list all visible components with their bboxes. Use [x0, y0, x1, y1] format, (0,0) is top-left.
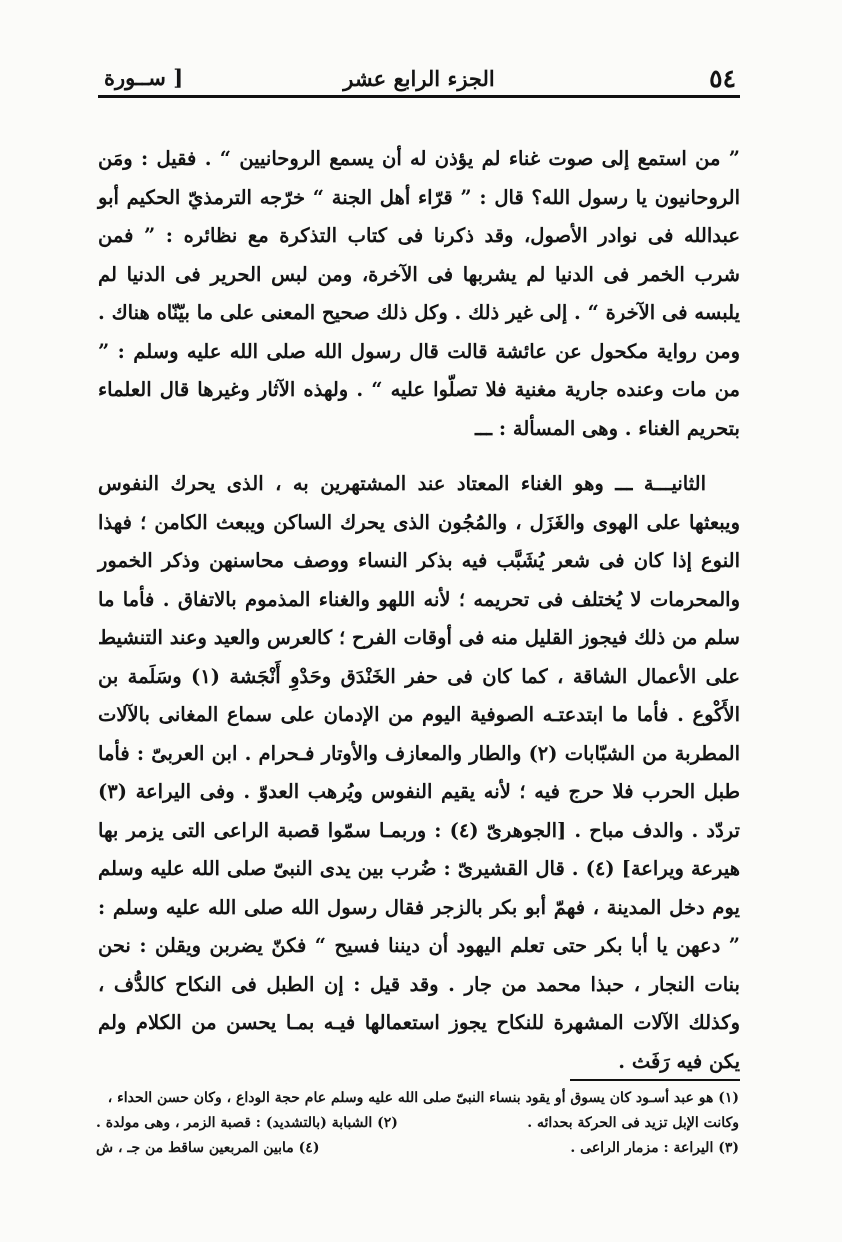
footnote-4: (٤) مابين المربعين ساقط من جـ ، ش: [96, 1140, 320, 1156]
footnote-1-line-2: وكانت الإبل تزيد فى الحركة بحدائه .: [527, 1115, 739, 1131]
footnote-1-line-1: (١) هو عبد أسـود كان يسوق أو يقود بنساء النبىّ صلى الله عليه وسلم عام حجة الوداع ، وكان حسن الحداء ،: [107, 1090, 739, 1106]
footnote-2: (٢) الشبابة (بالتشديد) : قصبة الزمر ، وهى مولدة .: [96, 1115, 398, 1131]
surah-label: [ ســورة: [104, 65, 184, 90]
main-text: [98, 140, 740, 1081]
header-divider: [98, 95, 740, 98]
page-number: ٥٤: [709, 64, 736, 93]
paragraph-1: ” من استمع إلى صوت غناء لم يؤذن له أن يسمع الروحانيين “ . فقيل : ومَن الروحانيون يا رسول الله؟ قال : ” قرّاء أهل الجنة “ خرّجه الترمذيّ الحكيم أبو عبدالله فى نوادر الأصول، وقد ذكرنا فى كتاب التذكرة مع نظائره : ” فمن شرب الخمر فى الدنيا لم يشربها فى الآخرة، ومن لبس الحرير فى الدنيا لم يلبسه فى الآخرة “ . إلى غير ذلك . وكل ذلك صحيح المعنى على ما بيّنّاه هناك . ومن رواية مكحول عن عائشة قالت قال رسول الله صلى الله عليه وسلم : ” من مات وعنده جارية مغنية فلا تصلّوا عليه “ . ولهذه الآثار وغيرها قال العلماء بتحريم الغناء . وهى المسألة : ـــ: [98, 147, 740, 440]
paragraph-2: الثانيـــة ـــ وهو الغناء المعتاد عند المشتهرين به ، الذى يحرك النفوس ويبعثها على الهوى والغَزَل ، والمُجُون الذى يحرك الساكن ويبعث الكامن ؛ فهذا النوع إذا كان فى شعر يُشَبَّب فيه بذكر النساء ووصف محاسنهن وذكر الخمور والمحرمات لا يُختلف فى تحريمه ؛ لأنه اللهو والغناء المذموم بالاتفاق . فأما ما سلم من ذلك فيجوز القليل منه فى أوقات الفرح ؛ كالعرس والعيد وعند التنشيط على الأعمال الشاقة ، كما كان فى حفر الخَنْدَق وحَدْوِ أَنْجَشة (١) وسَلَمة بن الأَكْوع . فأما ما ابتدعتـه الصوفية اليوم من الإدمان على سماع المغانى بالآلات المطربة من الشبّابات (٢) والطار والمعازف والأوتار فـحرام . ابن العربىّ : فأما طبل الحرب فلا حرج فيه ؛ لأنه يقيم النفوس ويُرهب العدوّ . وفى اليراعة (٣) تردّد . والدف مباح . [الجوهرىّ (٤) : وربمـا سمّوا قصبة الراعى التى يزمر بها هيرعة ويراعة] (٤) . قال القشيرىّ : ضُرب بين يدى النبىّ صلى الله عليه وسلم يوم دخل المدينة ، فهمّ أبو بكر بالزجر فقال رسول الله صلى الله عليه وسلم : ” دعهن يا أبا بكر حتى تعلم اليهود أن ديننا فسيح “ فكنّ يضربن ويقلن : نحن بنات النجار ، حبذا محمد من جار . وقد قيل : إن الطبل فى النكاح كالدُّف ، وكذلك الآلات المشهرة للنكاح يجوز استعمالها فيـه بمـا يحسن من الكلام ولم يكن فيه رَفَث .: [98, 472, 741, 1073]
footnote-row-3: [96, 1136, 739, 1161]
footnote-divider: [570, 1079, 740, 1081]
page-header: [98, 56, 740, 98]
footnote-3: (٣) اليراعة : مزمار الراعى .: [570, 1140, 739, 1156]
footnote-row-2: [96, 1111, 739, 1136]
running-title: الجزء الرابع عشر: [343, 66, 495, 91]
footnotes: [96, 1086, 739, 1161]
